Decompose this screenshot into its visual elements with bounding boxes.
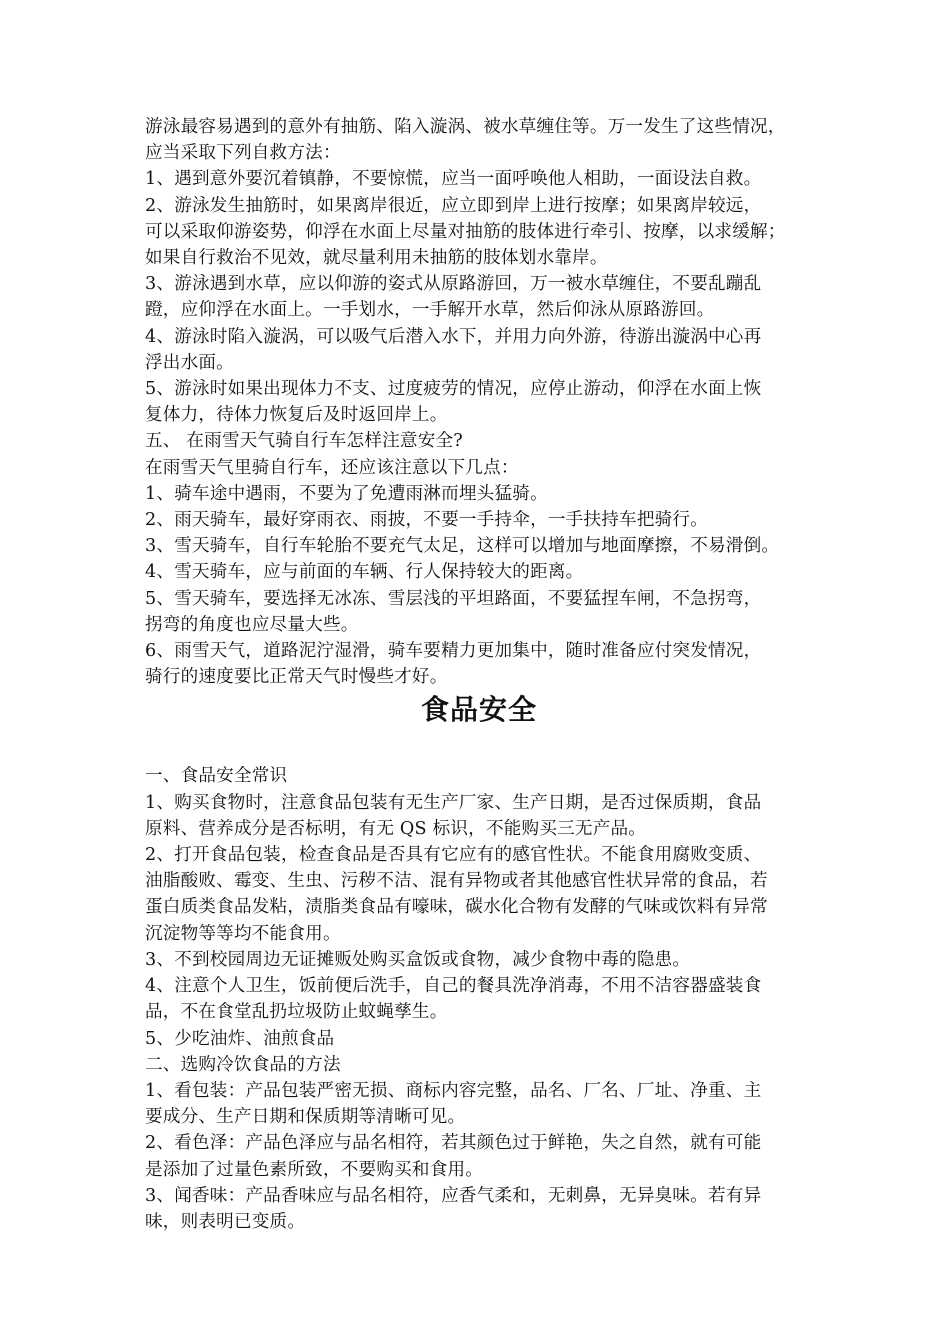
text-line: 游泳最容易遇到的意外有抽筋、陷入漩涡、被水草缠住等。万一发生了这些情况， <box>145 117 786 137</box>
text-line: 拐弯的角度也应尽量大些。 <box>145 614 359 635</box>
text-line: 3、不到校园周边无证摊贩处购买盒饭或食物，减少食物中毒的隐患。 <box>145 949 691 970</box>
text-line: 是添加了过量色素所致，不要购买和食用。 <box>145 1159 484 1180</box>
text-line: 蹬，应仰浮在水面上。一手划水，一手解开水草，然后仰泳从原路游回。 <box>145 300 715 321</box>
text-line: 3、雪天骑车，自行车轮胎不要充气太足，这样可以增加与地面摩擦，不易滑倒。 <box>145 536 780 557</box>
text-line: 5、少吃油炸、油煎食品 <box>145 1028 335 1049</box>
text-line: 5、游泳时如果出现体力不支、过度疲劳的情况，应停止游动，仰浮在水面上恢 <box>145 379 762 400</box>
text-line: 1、购买食物时，注意食品包装有无生产厂家、生产日期，是否过保质期，食品 <box>145 792 762 813</box>
document-page <box>145 114 813 1235</box>
text-line: 4、雪天骑车，应与前面的车辆、行人保持较大的距离。 <box>145 562 584 583</box>
text-line: 油脂酸败、霉变、生虫、污秽不洁、混有异物或者其他感官性状异常的食品，若 <box>145 871 768 892</box>
page-title-food-safety: 食品安全 <box>420 693 537 727</box>
text-line: 原料、营养成分是否标明，有无 QS 标识，不能购买三无产品。 <box>145 818 647 839</box>
text-line: 可以采取仰游姿势，仰浮在水面上尽量对抽筋的肢体进行牵引、按摩，以求缓解； <box>145 221 786 242</box>
text-line: 3、游泳遇到水草，应以仰游的姿式从原路游回，万一被水草缠住，不要乱蹦乱 <box>145 274 762 295</box>
text-line: 6、雨雪天气，道路泥泞湿滑，骑车要精力更加集中，随时准备应付突发情况， <box>145 641 762 662</box>
text-line: 味，则表明已变质。 <box>145 1211 306 1232</box>
text-line: 2、游泳发生抽筋时，如果离岸很近，应立即到岸上进行按摩；如果离岸较远， <box>145 195 762 216</box>
text-line: 应当采取下列自救方法： <box>145 143 341 164</box>
subsection-heading: 一、食品安全常识 <box>145 766 288 787</box>
text-line: 2、雨天骑车，最好穿雨衣、雨披，不要一手持伞，一手扶持车把骑行。 <box>145 510 709 531</box>
text-line: 1、骑车途中遇雨，不要为了免遭雨淋而埋头猛骑。 <box>145 483 548 504</box>
text-line: 品，不在食堂乱扔垃圾防止蚊蝇孳生。 <box>145 1002 448 1023</box>
text-line: 在雨雪天气里骑自行车，还应该注意以下几点： <box>145 457 519 478</box>
text-line: 4、游泳时陷入漩涡，可以吸气后潜入水下，并用力向外游，待游出漩涡中心再 <box>145 326 762 347</box>
subsection-heading: 二、选购冷饮食品的方法 <box>145 1054 341 1075</box>
section-heading-cycling: 五、 在雨雪天气骑自行车怎样注意安全? <box>145 431 463 452</box>
text-line: 2、看色泽：产品色泽应与品名相符，若其颜色过于鲜艳，失之自然，就有可能 <box>145 1133 762 1154</box>
text-line: 3、闻香味：产品香味应与品名相符，应香气柔和，无刺鼻，无异臭味。若有异 <box>145 1185 762 1206</box>
text-line: 5、雪天骑车，要选择无冰冻、雪层浅的平坦路面，不要猛捏车闸，不急拐弯， <box>145 588 762 609</box>
text-line: 沉淀物等等均不能食用。 <box>145 923 341 944</box>
text-line: 复体力，待体力恢复后及时返回岸上。 <box>145 405 448 426</box>
text-line: 4、注意个人卫生，饭前便后洗手，自己的餐具洗净消毒，不用不洁容器盛装食 <box>145 976 762 997</box>
text-line: 蛋白质类食品发粘，渍脂类食品有嚎味，碳水化合物有发酵的气味或饮料有异常 <box>145 897 768 918</box>
text-line: 2、打开食品包装，检查食品是否具有它应有的感官性状。不能食用腐败变质、 <box>145 845 762 866</box>
text-line: 浮出水面。 <box>145 352 234 373</box>
text-line: 1、看包装：产品包装严密无损、商标内容完整，品名、厂名、厂址、净重、主 <box>145 1080 762 1101</box>
section-swimming-cycling <box>145 114 813 690</box>
text-line: 骑行的速度要比正常天气时慢些才好。 <box>145 667 448 688</box>
text-line: 要成分、生产日期和保质期等清晰可见。 <box>145 1107 466 1128</box>
text-line: 1、遇到意外要沉着镇静，不要惊慌，应当一面呼唤他人相助，一面设法自救。 <box>145 169 762 190</box>
section-food-safety <box>145 763 813 1235</box>
text-line: 如果自行救治不见效，就尽量利用未抽筋的肢体划水靠岸。 <box>145 248 608 269</box>
